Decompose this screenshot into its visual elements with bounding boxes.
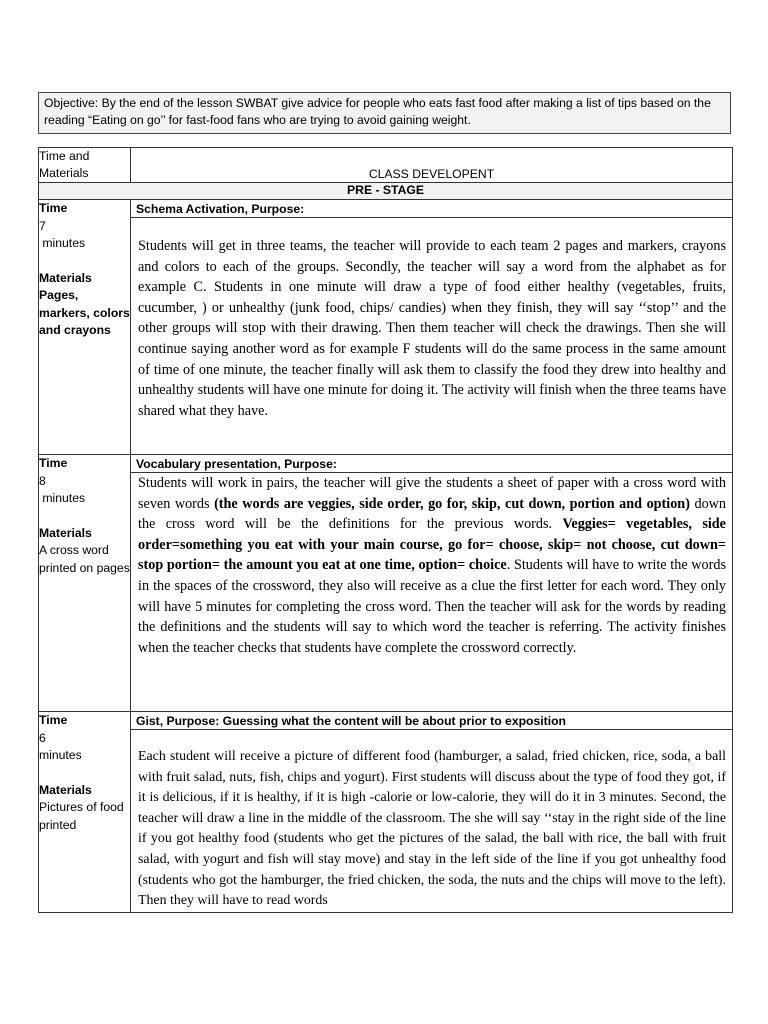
header-row [39,148,733,183]
objective-text: Objective: By the end of the lesson SWBAT give advice for people who eats fast food after making a list of tips based on the reading “Eating on go’’ for fast-food fans who are trying to avoid gaining weight. [44,96,711,127]
time-materials-header [39,148,131,183]
materials-list: A cross word printed on pages [39,543,130,575]
section-content [131,200,733,455]
time-value: 8 [39,473,46,488]
body-bold-words: (the words are veggies, side order, go for, skip, cut down, portion and option) [214,495,690,512]
section-title: Schema Activation, Purpose: [131,200,732,218]
class-development-header [131,148,733,183]
section-row-gist [39,712,733,913]
time-label: Time [39,201,68,215]
section-side [39,200,131,455]
body-text: Students will work in pairs, the teacher will give the students a sheet of paper with a cross word with seven words [138,475,726,512]
time-value: 7 [39,218,46,233]
objective-box [38,92,731,134]
time-and-label: Time and [39,149,90,163]
section-side [39,712,131,913]
lesson-plan-table [38,147,733,913]
body-bold-definitions: Veggies= vegetables, side order=something you eat with your main course, go for= choose, skip= not choose, cut down= stop portion= the amount you eat at one time, option= choice [138,516,726,574]
materials-list: Pictures of food printed [39,800,124,832]
section-title: Gist, Purpose: Guessing what the content will be about prior to exposition [131,712,732,730]
time-value: 6 [39,730,46,745]
class-development-title: CLASS DEVELOPENT [368,167,495,181]
section-title: Vocabulary presentation, Purpose: [131,455,732,473]
time-label: Time [39,456,68,470]
section-body: Students will get in three teams, the teacher will provide to each team 2 pages and markers, crayons and colors to each of the groups. Secondly, the teacher will say a word from the alphabet as for example C. Students in one minute will draw a type of food either healthy (vegetables, fruits, cucumber, ) or unhealthy (junk food, chips/ candies) when they finish, they will say ‘‘stop’’ and the other groups will stop with their drawing. Then them teacher will check the drawings. Then she will continue saying another word as for example F students will do the same process in the same amount of time of one minute, the teacher finally will ask them to classify the food they drew into healthy and unhealthy students will have one minute for doing it. The activity will finish when the three teams have shared what they have. [138,238,726,419]
time-unit: minutes [39,748,82,762]
time-unit: minutes [39,491,86,505]
section-row-vocabulary [39,455,733,712]
section-body: Each student will receive a picture of different food (hamburger, a salad, fried chicken, rice, soda, a ball with fruit salad, nuts, fish, chips and yogurt). First students will discuss about the type of food they got, if it is delicious, if it is healthy, if it is high -calorie or low-calorie, they will do it in 3 minutes. Second, the teacher will draw a line in the middle of the classroom. The she will say ‘‘stay in the right side of the line if you got healthy food (students who get the pictures of the salad, the ball with rice, the ball with fruit salad, with yogurt and fish will stay move) and stay in the left side of the line if you got unhealthy food (students who got the hamburger, the fried chicken, the soda, the nuts and the chips will move to the left). Then they will have to read words [138,749,726,909]
section-content [131,455,733,712]
body-text: down the cross word will be the definitions for the previous words. [138,495,727,533]
stage-row [39,183,733,200]
section-content [131,712,733,913]
time-unit: minutes [39,236,86,250]
section-body [131,473,732,658]
time-label: Time [39,713,68,727]
materials-label: Materials [39,782,92,797]
section-side [39,455,131,712]
materials-label: Materials [39,525,92,540]
materials-label: Materials [39,270,92,285]
stage-title: PRE - STAGE [39,183,733,200]
body-text: . Students will have to write the words in the spaces of the crossword, they also will receive as a clue the first letter for each word. They only will have 5 minutes for completing the cross word. Then the teacher will ask for the words by reading the definitions and the students will say to which word the teacher is referring. The activity finishes when the teacher checks that students have complete the crossword correctly. [138,557,726,656]
section-row-schema [39,200,733,455]
materials-list: Pages, markers, colors and crayons [39,288,130,337]
materials-header-label: Materials [39,166,89,180]
